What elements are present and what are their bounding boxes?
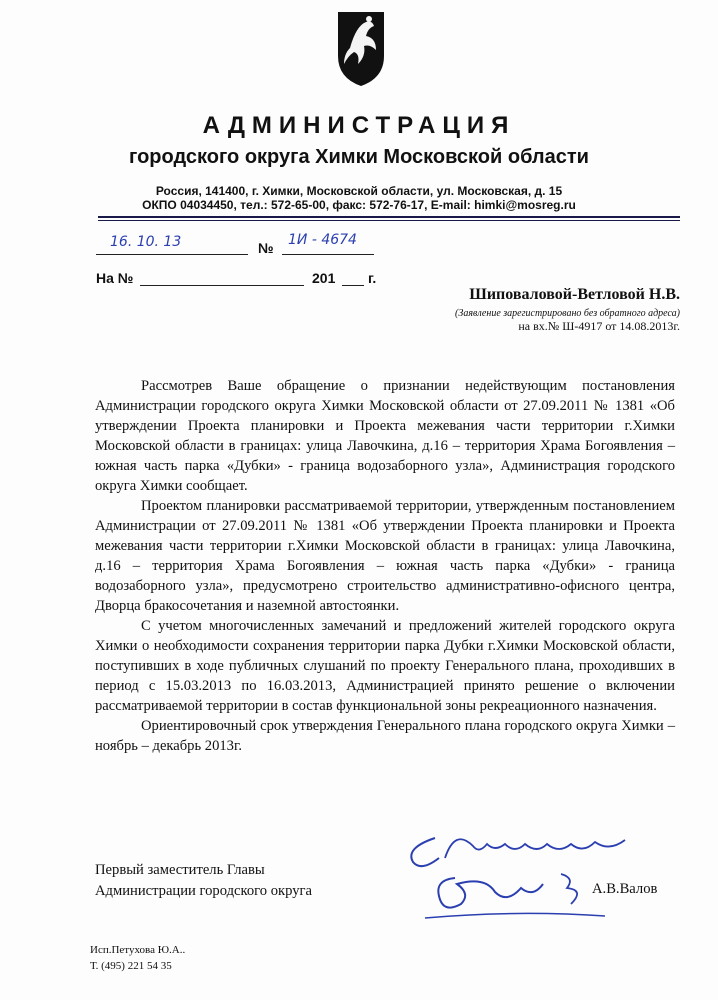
date-underline: [96, 254, 248, 255]
addressee-reference: на вх.№ Ш-4917 от 14.08.2013г.: [518, 319, 680, 333]
executor-name: Исп.Петухова Ю.А..: [90, 944, 186, 956]
number-underline: [282, 254, 374, 255]
number-label: №: [258, 240, 274, 256]
signatory-position: [95, 860, 312, 902]
year-underline: [342, 285, 364, 286]
addressee-note: (Заявление зарегистрировано без обратного адреса): [455, 308, 680, 319]
body-paragraph: С учетом многочисленных замечаний и предложений жителей городского округа Химки о необходимости сохранения территории парка Дубки г.Химки Московской области, поступивших в ходе публичных слушаний по проекту Генерального плана, проходивших в период с 15.03.2013 по 16.03.2013, Администрацией принято решение о включении рассматриваемой территории в состав функциональной зоны рекреационного назначения.: [95, 618, 675, 714]
signatory-name: А.В.Валов: [592, 881, 658, 897]
executor-block: [90, 942, 185, 974]
reply-label: На №: [96, 270, 134, 286]
handwritten-number: 1И - 4674: [288, 232, 357, 248]
executor-phone: Т. (495) 221 54 35: [90, 960, 172, 972]
address-line: Россия, 141400, г. Химки, Московской области, ул. Московская, д. 15: [155, 184, 563, 198]
header-rule: [98, 216, 680, 218]
handwritten-signature: [395, 818, 658, 928]
year-suffix: г.: [368, 270, 377, 286]
body-paragraph: Ориентировочный срок утверждения Генерального плана городского округа Химки – ноябрь – декабрь 2013г.: [95, 718, 675, 754]
reply-underline: [140, 285, 304, 286]
addressee-block: [455, 286, 680, 334]
coat-of-arms-icon: [336, 8, 386, 88]
letter-body: [95, 376, 675, 756]
body-paragraph: Проектом планировки рассматриваемой территории, утвержденным постановлением Администрации от 27.09.2011 № 1381 «Об утверждении Проекта планировки и Проекта межевания части территории г.Химки Московской области в границах: улица Лавочкина, д.16 – территория Храма Богоявления – южная часть парка «Дубки» - граница водозаборного узла», предусмотрено строительство административно-офисного центра, Дворца бракосочетания и наземной автостоянки.: [95, 498, 675, 614]
body-paragraph: Рассмотрев Ваше обращение о признании недействующим постановления Администрации городского округа Химки Московской области от 27.09.2011 № 1381 «Об утверждении Проекта планировки и Проекта межевания части территории г.Химки Московской области в границах: улица Лавочкина, д.16 – территория Храма Богоявления – южная часть парка «Дубки» - граница водозаборного узла», Администрация городского округа Химки сообщает.: [95, 378, 675, 494]
signatory-position-line2: Администрации городского округа: [95, 883, 312, 899]
signatory-position-line1: Первый заместитель Главы: [95, 862, 265, 878]
contacts-line: ОКПО 04034450, тел.: 572-65-00, факс: 572-76-17, E-mail: himki@mosreg.ru: [142, 198, 576, 212]
organization-title: АДМИНИСТРАЦИЯ: [202, 112, 516, 139]
header-rule-thin: [98, 220, 680, 221]
organization-subtitle: городского округа Химки Московской области: [129, 146, 589, 168]
handwritten-date: 16. 10. 13: [110, 234, 182, 250]
year-label: 201: [312, 270, 336, 286]
addressee-name: Шиповаловой-Ветловой Н.В.: [469, 286, 680, 303]
